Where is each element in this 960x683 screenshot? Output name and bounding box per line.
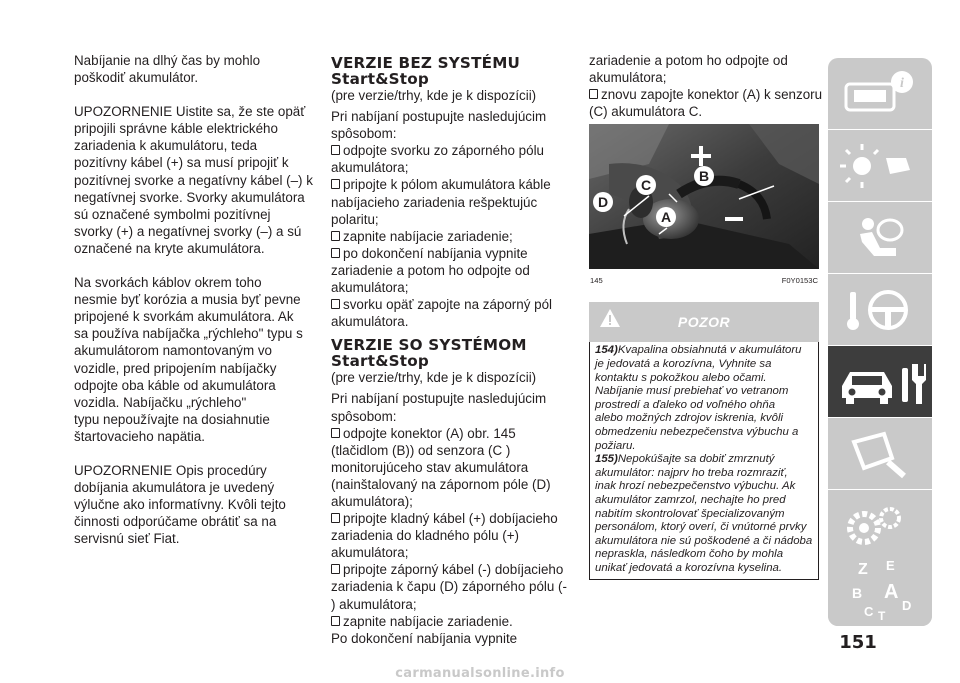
text-line: Pri nabíjaní postupujte nasledujúcim <box>331 391 547 407</box>
watermark: carmanualsonline.info <box>395 666 565 681</box>
text-line: akumulátora; <box>331 280 409 296</box>
car-info-icon <box>828 58 932 130</box>
text-line: prostredí a ďaleko od voľného ohňa <box>595 398 776 411</box>
figure-number: 145 <box>590 276 603 286</box>
figure-caption <box>589 272 819 286</box>
bullet-item: odpojte svorku zo záporného pólu <box>331 142 561 159</box>
text-line: pozitívnej svorke a negatívny kábel (–) k <box>74 172 313 188</box>
engine-maintenance-icon <box>828 418 932 490</box>
bullet-item: zapnite nabíjacie zariadenie; <box>331 228 561 245</box>
bullet-item: pripojte k pólom akumulátora káble <box>331 176 561 193</box>
warning-box <box>589 342 819 580</box>
dashboard-lights-icon <box>828 130 932 202</box>
text-line: pripojené k svorkám akumulátora. Ak <box>74 309 294 325</box>
tab-alphabet-index[interactable] <box>828 554 932 626</box>
text-line: spôsobom: <box>331 408 397 424</box>
warning-header <box>589 302 819 342</box>
text-line: odpojte oba káble od akumulátora <box>74 377 276 393</box>
bullet-item: pripojte záporný kábel (-) dobíjacieho <box>331 561 561 578</box>
battery-figure <box>589 124 819 269</box>
text-line: Kvapalina obsiahnutá v akumulátoru <box>617 344 802 357</box>
text-line: zariadenie a potom ho odpojte od <box>589 53 788 68</box>
text-line: monitorujúceho stav akumulátora <box>331 459 529 475</box>
text-line: akumulátora. <box>331 314 409 330</box>
text-line: Nabíjanie na dlhý čas by mohlo <box>74 53 261 68</box>
airbag-safety-icon <box>828 202 932 274</box>
heading-line: VERZIE BEZ SYSTÉMU <box>331 54 521 72</box>
text-line: akumulátor zamrzol, nechajte ho pred <box>595 493 786 506</box>
text-line: alebo možných zdrojov iskrenia, kvôli <box>595 412 784 425</box>
column-3 <box>589 52 823 580</box>
text-line: nepraskla, následkom čoho by mohla <box>595 548 784 561</box>
text-line: akumulátor: najprv ho treba rozmraziť, <box>595 466 788 479</box>
tab-technical-data[interactable] <box>828 490 932 562</box>
text-line: označené na kryte akumulátora. <box>74 240 265 256</box>
text-line: (tlačidlom (B)) od senzora (C ) <box>331 442 511 458</box>
heading-line: Start&Stop <box>331 70 429 88</box>
key-steering-wheel-icon <box>828 274 932 346</box>
bullet-item: svorku opäť zapojte na záporný pól <box>331 296 561 313</box>
text-line: akumulátora; <box>331 545 409 561</box>
text-line: nabitím skontrolovať špecializovaným <box>595 507 785 520</box>
text-line: sú označené symbolmi pozitívnej <box>74 206 271 222</box>
text-line: Nabíjanie musí prebiehať vo vetranom <box>595 385 789 398</box>
svg-text:C: C <box>640 177 652 194</box>
paragraph <box>74 274 303 445</box>
warning-number: 155) <box>595 453 618 466</box>
text-line: Po dokončení nabíjania vypnite <box>331 630 518 646</box>
bullet-item: odpojte konektor (A) obr. 145 <box>331 425 561 442</box>
svg-text:A: A <box>660 209 672 226</box>
text-line: ) akumulátora; <box>331 596 417 612</box>
column-1 <box>74 52 313 564</box>
svg-text:A: A <box>884 581 899 603</box>
svg-text:i: i <box>900 76 904 91</box>
text-line: unikať jedovatá a korozívna kyselina. <box>595 561 783 574</box>
text-line: poškodiť akumulátor. <box>74 70 199 86</box>
text-line: nabíjacieho zariadenia rešpektujúc <box>331 194 538 210</box>
text-line: (nainštalovaný na zápornom póle (D) <box>331 476 551 492</box>
text-line: zariadenia k akumulátoru, teda <box>74 138 258 154</box>
notice-paragraph <box>74 103 313 257</box>
warning-number: 154) <box>595 344 618 357</box>
heading-line: Start&Stop <box>331 352 429 371</box>
tab-emergency[interactable] <box>828 346 932 418</box>
text-line: akumulátorom namontovaným vo <box>74 343 272 359</box>
svg-text:Z: Z <box>858 561 868 578</box>
section-heading <box>331 337 561 369</box>
bullet-item: pripojte kladný kábel (+) dobíjacieho <box>331 510 561 527</box>
warning-item <box>595 453 814 467</box>
svg-text:D: D <box>597 194 609 211</box>
text-line: nesmie byť korózia a musia byť pevne <box>74 292 301 308</box>
text-line: Na svorkách káblov okrem toho <box>74 275 262 291</box>
battery-photo <box>589 124 819 269</box>
text-line: pozitívny kábel (+) sa musí pripojiť k <box>74 155 289 171</box>
text-line: Nepokúšajte sa dobiť zmrznutý <box>617 453 775 466</box>
text-line: akumulátora; <box>331 160 409 176</box>
tab-maintenance[interactable] <box>828 418 932 490</box>
text-line: zariadenia do kladného pólu (+) <box>331 528 519 544</box>
text-line: servisnú sieť Fiat. <box>74 531 180 547</box>
text-line: Pri nabíjaní postupujte nasledujúcim <box>331 109 547 125</box>
paragraph <box>74 52 296 86</box>
tab-starting-driving[interactable] <box>828 274 932 346</box>
section-heading <box>331 55 561 87</box>
callout-b <box>694 166 714 186</box>
availability-note: (pre verzie/trhy, kde je k dispozícii) <box>331 88 537 103</box>
bullet-item: zapnite nabíjacie zariadenie. <box>331 613 561 630</box>
text-line: inak hrozí nebezpečenstvo výbuchu. Ak <box>595 480 796 493</box>
warning-item <box>595 344 814 358</box>
text-line: spôsobom: <box>331 126 397 142</box>
gears-icon <box>828 490 932 562</box>
text-line: dobíjania akumulátora je uvedený <box>74 480 275 496</box>
tab-dashboard[interactable] <box>828 130 932 202</box>
text-line: požiaru. <box>595 439 636 452</box>
text-line: je jedovatá a korozívna, Vyhnite sa <box>595 357 772 370</box>
alphabet-index-icon <box>828 554 932 626</box>
svg-text:C: C <box>864 604 874 619</box>
text-line: (C) akumulátora C. <box>589 104 703 120</box>
figure-code: F0Y0153C <box>781 276 818 286</box>
plus-mark-horizontal <box>691 154 711 158</box>
svg-text:B: B <box>698 168 710 185</box>
svg-text:T: T <box>878 609 886 623</box>
text-line: pripojili správne káble elektrického <box>74 121 278 137</box>
column-2 <box>331 54 567 647</box>
text-line: negatívnej svorke. Svorky akumulátora <box>74 189 305 205</box>
heading-line: VERZIE SO SYSTÉMOM <box>331 336 527 355</box>
chapter-tabs <box>828 58 932 626</box>
text-line: typu nepoužívajte na dosiahnutie <box>74 411 270 427</box>
text-line: sa používa nabíjačka „rýchleho" typu s <box>74 326 303 342</box>
text-line: obmedzeniu nebezpečenstva výbuchu a <box>595 425 799 438</box>
text-line: svorky (+) a negatívnej svorky (–) a sú <box>74 223 302 239</box>
text-line: vozidle, pred pripojením nabíjačky <box>74 360 277 376</box>
text-line: akumulátora; <box>589 70 667 86</box>
text-line: výlučne ako informatívny. Kvôli tejto <box>74 497 286 513</box>
text-line: kontaktu s pokožkou alebo očami. <box>595 371 767 384</box>
tab-safety[interactable] <box>828 202 932 274</box>
svg-text:E: E <box>886 558 895 573</box>
text-line: zariadenia k čapu (D) záporného pólu (- <box>331 579 567 595</box>
availability-note: (pre verzie/trhy, kde je k dispozícii) <box>331 370 537 386</box>
text-line: vozidla. Nabíjačku „rýchleho" <box>74 394 247 410</box>
svg-text:B: B <box>852 585 863 601</box>
bullet-item: znovu zapojte konektor (A) k senzoru <box>589 86 819 103</box>
text-line: personálom, ktorý overí, či vnútorné prvky <box>595 521 807 534</box>
svg-text:D: D <box>902 598 912 613</box>
callout-a <box>656 207 676 227</box>
text-line: štartovacieho napätia. <box>74 428 206 444</box>
bullet-item: po dokončení nabíjania vypnite <box>331 245 561 262</box>
notice-paragraph <box>74 462 296 547</box>
text-line: akumulátora); <box>331 493 413 509</box>
text-line: akumulátora nie sú poškodené a či nádoba <box>595 534 813 547</box>
text-line: zariadenie a potom ho odpojte od <box>331 262 530 278</box>
text-line: UPOZORNENIE Uistite sa, že ste opäť <box>74 104 306 120</box>
minus-mark <box>725 217 743 221</box>
warning-title: POZOR <box>677 314 731 331</box>
text-line: činnosti odporúčame obrátiť sa na <box>74 514 277 530</box>
text-line: polaritu; <box>331 211 379 227</box>
callout-c <box>636 175 656 195</box>
text-line: UPOZORNENIE Opis procedúry <box>74 462 267 478</box>
car-wrench-icon <box>828 346 932 418</box>
callout-d <box>593 192 613 212</box>
tab-car-info[interactable] <box>828 58 932 130</box>
page-number: 151 <box>839 632 877 653</box>
